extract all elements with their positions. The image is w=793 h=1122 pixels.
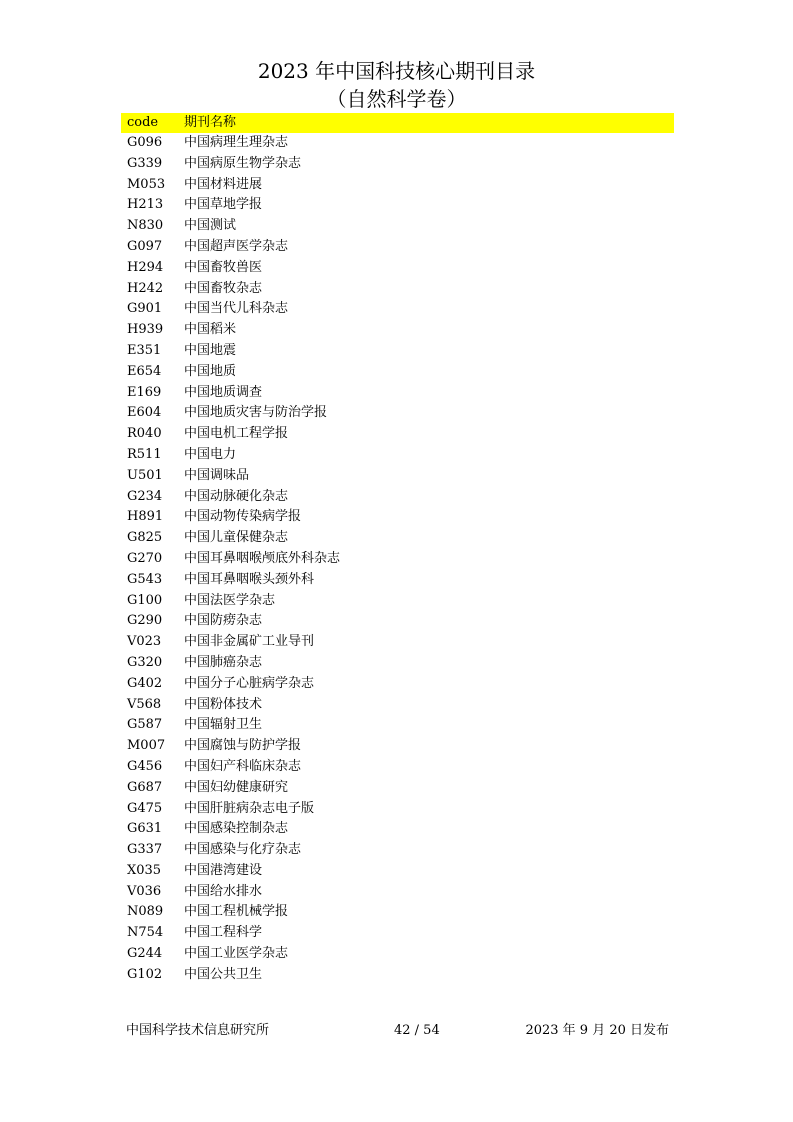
journal-code: H939 [127, 322, 164, 338]
journal-code: N830 [127, 218, 164, 234]
journal-code: G402 [127, 675, 163, 691]
journal-name: 中国耳鼻咽喉颅底外科杂志 [184, 550, 341, 566]
journal-name: 中国港湾建设 [184, 862, 263, 878]
table-row [121, 216, 674, 237]
journal-code: E351 [127, 342, 162, 358]
journal-code: N754 [127, 925, 164, 941]
journal-name: 中国耳鼻咽喉头颈外科 [184, 571, 315, 587]
journal-code: G543 [127, 571, 163, 587]
journal-name: 中国给水排水 [184, 883, 263, 899]
header-code: code [127, 115, 159, 130]
table-row [121, 611, 674, 632]
journal-name: 中国粉体技术 [184, 696, 263, 712]
journal-name: 中国妇产科临床杂志 [184, 758, 302, 774]
journal-code: H891 [127, 509, 164, 525]
journal-name: 中国感染与化疗杂志 [184, 842, 302, 858]
journal-table [121, 113, 674, 986]
table-row [121, 902, 674, 923]
journal-code: G270 [127, 550, 163, 566]
journal-code: G234 [127, 488, 163, 504]
table-row [121, 466, 674, 487]
journal-code: G825 [127, 530, 163, 546]
table-row [121, 258, 674, 279]
journal-code: G631 [127, 821, 163, 837]
journal-name: 中国感染控制杂志 [184, 821, 289, 837]
journal-name: 中国法医学杂志 [184, 592, 276, 608]
table-row [121, 944, 674, 965]
journal-code: G587 [127, 717, 163, 733]
table-row [121, 715, 674, 736]
journal-name: 中国辐射卫生 [184, 717, 263, 733]
journal-name: 中国地质调查 [184, 384, 263, 400]
table-row [121, 819, 674, 840]
journal-name: 中国动脉硬化杂志 [184, 488, 289, 504]
journal-code: G901 [127, 301, 163, 317]
table-body [121, 133, 674, 986]
footer-page-number: 42 / 54 [394, 1023, 440, 1038]
table-row [121, 549, 674, 570]
table-row [121, 570, 674, 591]
journal-code: N089 [127, 904, 164, 920]
journal-name: 中国非金属矿工业导刊 [184, 634, 315, 650]
journal-code: H294 [127, 259, 164, 275]
table-row [121, 965, 674, 986]
journal-code: E604 [127, 405, 162, 421]
journal-code: G687 [127, 779, 163, 795]
journal-code: G475 [127, 800, 163, 816]
journal-name: 中国超声医学杂志 [184, 238, 289, 254]
journal-code: H213 [127, 197, 164, 213]
table-row [121, 320, 674, 341]
journal-name: 中国动物传染病学报 [184, 509, 302, 525]
journal-name: 中国儿童保健杂志 [184, 530, 289, 546]
journal-code: V023 [127, 634, 162, 650]
journal-name: 中国电力 [184, 446, 237, 462]
journal-name: 中国工业医学杂志 [184, 946, 289, 962]
journal-name: 中国肝脏病杂志电子版 [184, 800, 315, 816]
table-row [121, 923, 674, 944]
table-row [121, 362, 674, 383]
journal-code: G244 [127, 946, 163, 962]
table-row [121, 778, 674, 799]
table-row [121, 403, 674, 424]
journal-code: U501 [127, 467, 163, 483]
table-row [121, 341, 674, 362]
table-row [121, 424, 674, 445]
table-row [121, 175, 674, 196]
journal-code: R040 [127, 426, 162, 442]
journal-name: 中国材料进展 [184, 176, 263, 192]
journal-name: 中国畜牧杂志 [184, 280, 263, 296]
journal-code: V036 [127, 883, 162, 899]
table-row [121, 445, 674, 466]
journal-name: 中国分子心脏病学杂志 [184, 675, 315, 691]
journal-name: 中国肺癌杂志 [184, 654, 263, 670]
journal-code: R511 [127, 446, 162, 462]
journal-name: 中国病原生物学杂志 [184, 155, 302, 171]
table-row [121, 861, 674, 882]
journal-code: G290 [127, 613, 163, 629]
journal-code: G456 [127, 758, 163, 774]
header-name: 期刊名称 [184, 115, 237, 130]
journal-code: G320 [127, 654, 163, 670]
journal-name: 中国稻米 [184, 322, 237, 338]
journal-code: G339 [127, 155, 163, 171]
table-row [121, 487, 674, 508]
journal-name: 中国病理生理杂志 [184, 135, 289, 150]
table-row [121, 882, 674, 903]
table-row [121, 695, 674, 716]
table-row [121, 133, 674, 154]
table-row [121, 383, 674, 404]
journal-code: M007 [127, 738, 166, 754]
journal-code: H242 [127, 280, 164, 296]
journal-code: G097 [127, 238, 163, 254]
page-title: 2023 年中国科技核心期刊目录 [257, 59, 536, 83]
footer-date: 2023 年 9 月 20 日发布 [525, 1023, 669, 1038]
journal-code: G337 [127, 842, 163, 858]
table-row [121, 674, 674, 695]
journal-name: 中国当代儿科杂志 [184, 301, 289, 317]
journal-name: 中国测试 [184, 218, 237, 234]
journal-name: 中国防痨杂志 [184, 613, 263, 629]
page-footer [126, 1021, 669, 1041]
table-row [121, 528, 674, 549]
table-row [121, 799, 674, 820]
table-row [121, 736, 674, 757]
table-row [121, 237, 674, 258]
journal-name: 中国地质灾害与防治学报 [184, 405, 328, 421]
journal-name: 中国工程机械学报 [184, 904, 289, 920]
journal-name: 中国调味品 [184, 467, 250, 483]
journal-name: 中国工程科学 [184, 925, 263, 941]
journal-code: G096 [127, 135, 163, 150]
table-row [121, 840, 674, 861]
journal-name: 中国畜牧兽医 [184, 259, 263, 275]
journal-name: 中国地质 [184, 363, 237, 379]
page-subtitle: （自然科学卷） [326, 87, 467, 111]
journal-code: G100 [127, 592, 163, 608]
journal-code: G102 [127, 966, 163, 982]
journal-code: X035 [127, 862, 162, 878]
journal-name: 中国公共卫生 [184, 966, 263, 982]
journal-code: E169 [127, 384, 162, 400]
journal-code: M053 [127, 176, 166, 192]
journal-name: 中国妇幼健康研究 [184, 779, 289, 795]
journal-code: V568 [127, 696, 162, 712]
journal-name: 中国草地学报 [184, 197, 263, 213]
table-row [121, 632, 674, 653]
journal-name: 中国电机工程学报 [184, 426, 289, 442]
journal-name: 中国腐蚀与防护学报 [184, 738, 302, 754]
table-row [121, 757, 674, 778]
journal-code: E654 [127, 363, 162, 379]
table-row [121, 154, 674, 175]
table-row [121, 299, 674, 320]
footer-publisher: 中国科学技术信息研究所 [126, 1023, 270, 1038]
journal-name: 中国地震 [184, 342, 237, 358]
table-row [121, 279, 674, 300]
table-header-row [121, 113, 674, 133]
table-row [121, 195, 674, 216]
table-row [121, 653, 674, 674]
table-row [121, 591, 674, 612]
table-row [121, 507, 674, 528]
